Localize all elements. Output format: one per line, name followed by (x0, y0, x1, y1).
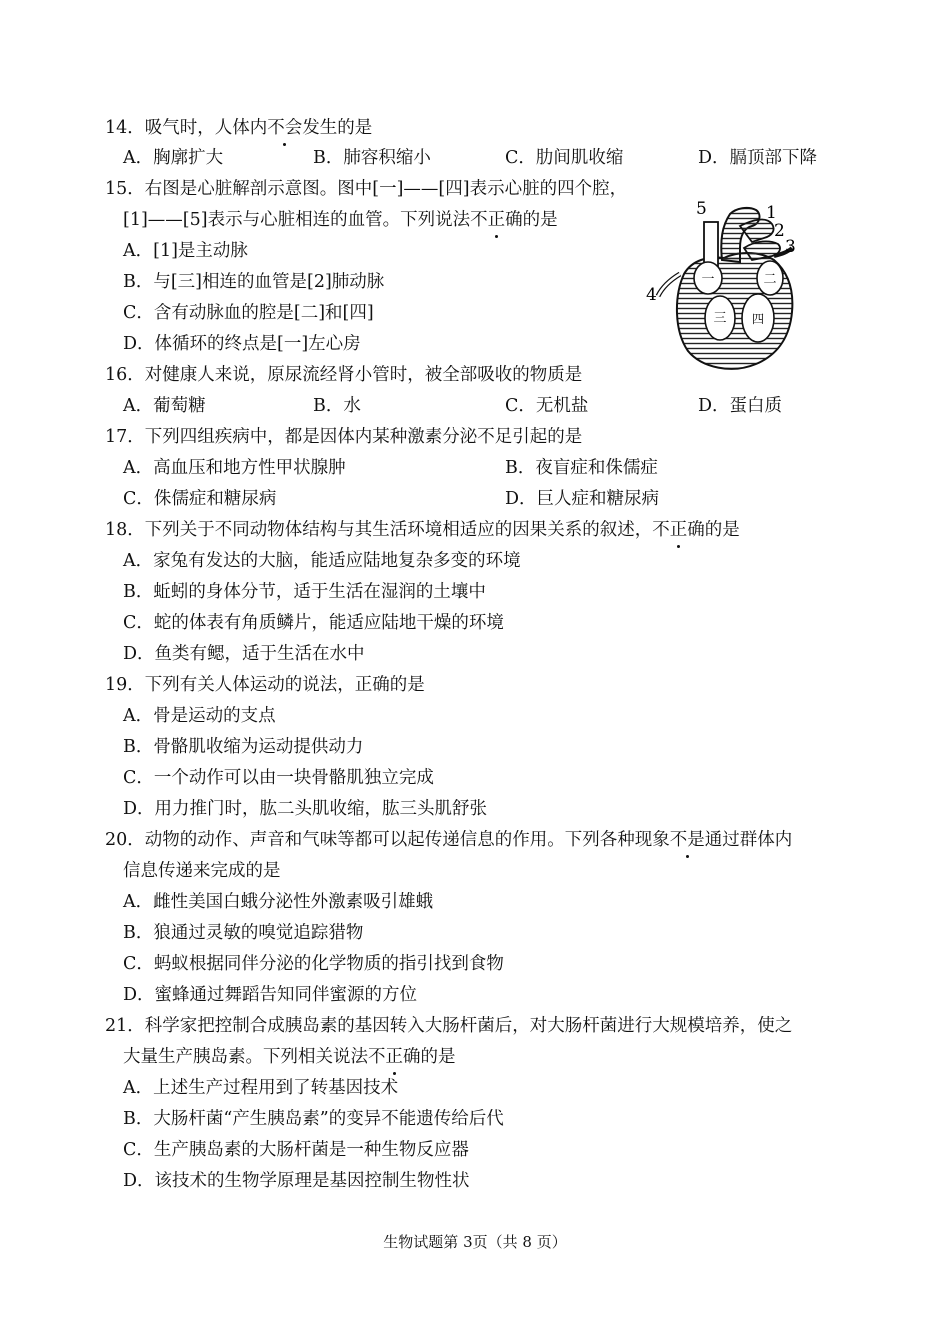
question-15-stem: 15．右图是心脏解剖示意图。图中[一]——[四]表示心脏的四个腔， (105, 179, 628, 199)
q21-option-b: B．大肠杆菌“产生胰岛素”的变异不能遗传给后代 (123, 1109, 504, 1129)
vessel-label-3: 3 (785, 237, 796, 257)
q18-option-a: A．家兔有发达的大脑，能适应陆地复杂多变的环境 (123, 551, 521, 571)
question-21-stem-line2: 大量生产胰岛素。下列相关说法不正确的是 (123, 1047, 456, 1067)
q15-option-b: B．与[三]相连的血管是[2]肺动脉 (123, 272, 385, 292)
emphasis-text: 不是 (669, 830, 705, 850)
q19-option-a: A．骨是运动的支点 (123, 706, 276, 726)
q15-option-d: D．体循环的终点是[一]左心房 (123, 334, 361, 354)
heart-diagram (640, 196, 815, 386)
q15-option-c: C．含有动脉血的腔是[二]和[四] (123, 303, 374, 323)
vessel-label-2: 2 (774, 221, 785, 241)
q19-option-b: B．骨骼肌收缩为运动提供动力 (123, 737, 364, 757)
vessel-label-1: 1 (766, 203, 777, 223)
question-15-stem-line2: [1]——[5]表示与心脏相连的血管。下列说法不正确的是 (123, 210, 558, 230)
q15-option-a: A．[1]是主动脉 (123, 241, 248, 261)
vessel-label-4: 4 (646, 285, 657, 305)
q16-option-b: B．水 (313, 396, 361, 416)
question-17-stem: 17．下列四组疾病中，都是因体内某种激素分泌不足引起的是 (105, 427, 583, 447)
question-20-stem: 20．动物的动作、声音和气味等都可以起传递信息的作用。下列各种现象不是通过群体内 (105, 830, 793, 850)
q19-option-d: D．用力推门时，肱二头肌收缩，肱三头肌舒张 (123, 799, 488, 819)
emphasis-text: 不正确 (470, 210, 523, 230)
q20-option-c: C．蚂蚁根据同伴分泌的化学物质的指引找到食物 (123, 954, 504, 974)
q18-option-c: C．蛇的体表有角质鳞片，能适应陆地干燥的环境 (123, 613, 504, 633)
question-19-stem: 19．下列有关人体运动的说法，正确的是 (105, 675, 425, 695)
emphasis-text: 不正确 (652, 520, 705, 540)
q20-option-a: A．雌性美国白蛾分泌性外激素吸引雄蛾 (123, 892, 434, 912)
chamber-label-2: 二 (763, 272, 777, 287)
q18-option-d: D．鱼类有鳃，适于生活在水中 (123, 644, 365, 664)
q20-option-b: B．狼通过灵敏的嗅觉追踪猎物 (123, 923, 364, 943)
q17-option-a: A．高血压和地方性甲状腺肿 (123, 458, 346, 478)
page-footer: 生物试题第 3页（共 8 页） (383, 1233, 567, 1251)
q21-option-d: D．该技术的生物学原理是基因控制生物性状 (123, 1171, 470, 1191)
chamber-label-4: 四 (751, 312, 765, 326)
q19-option-c: C．一个动作可以由一块骨骼肌独立完成 (123, 768, 434, 788)
question-20-stem-line2: 信息传递来完成的是 (123, 861, 281, 881)
q16-option-d: D．蛋白质 (698, 396, 783, 416)
q14-option-d: D．膈顶部下降 (698, 148, 818, 168)
q21-option-a: A．上述生产过程用到了转基因技术 (123, 1078, 399, 1098)
q16-option-c: C．无机盐 (505, 396, 589, 416)
q14-option-c: C．肋间肌收缩 (505, 148, 624, 168)
q21-option-c: C．生产胰岛素的大肠杆菌是一种生物反应器 (123, 1140, 469, 1160)
emphasis-text: 不会 (267, 118, 303, 138)
q17-option-b: B．夜盲症和侏儒症 (505, 458, 658, 478)
question-18-stem: 18．下列关于不同动物体结构与其生活环境相适应的因果关系的叙述，不正确的是 (105, 520, 740, 540)
question-14-stem: 14．吸气时，人体内不会发生的是 (105, 118, 373, 138)
q17-option-c: C．侏儒症和糖尿病 (123, 489, 277, 509)
question-16-stem: 16．对健康人来说，原尿流经肾小管时，被全部吸收的物质是 (105, 365, 583, 385)
q14-option-a: A．胸廓扩大 (123, 148, 224, 168)
q14-option-b: B．肺容积缩小 (313, 148, 431, 168)
q20-option-d: D．蜜蜂通过舞蹈告知同伴蜜源的方位 (123, 985, 418, 1005)
question-21-stem: 21．科学家把控制合成胰岛素的基因转入大肠杆菌后，对大肠杆菌进行大规模培养，使之 (105, 1016, 793, 1036)
chamber-label-3: 三 (713, 311, 727, 326)
vessel-label-5: 5 (696, 199, 707, 219)
q17-option-d: D．巨人症和糖尿病 (505, 489, 660, 509)
vena-cava-upper (704, 222, 718, 266)
chamber-label-1: 一 (701, 272, 715, 287)
emphasis-text: 不正确 (368, 1047, 421, 1067)
q16-option-a: A．葡萄糖 (123, 396, 206, 416)
q18-option-b: B．蚯蚓的身体分节，适于生活在湿润的土壤中 (123, 582, 486, 602)
